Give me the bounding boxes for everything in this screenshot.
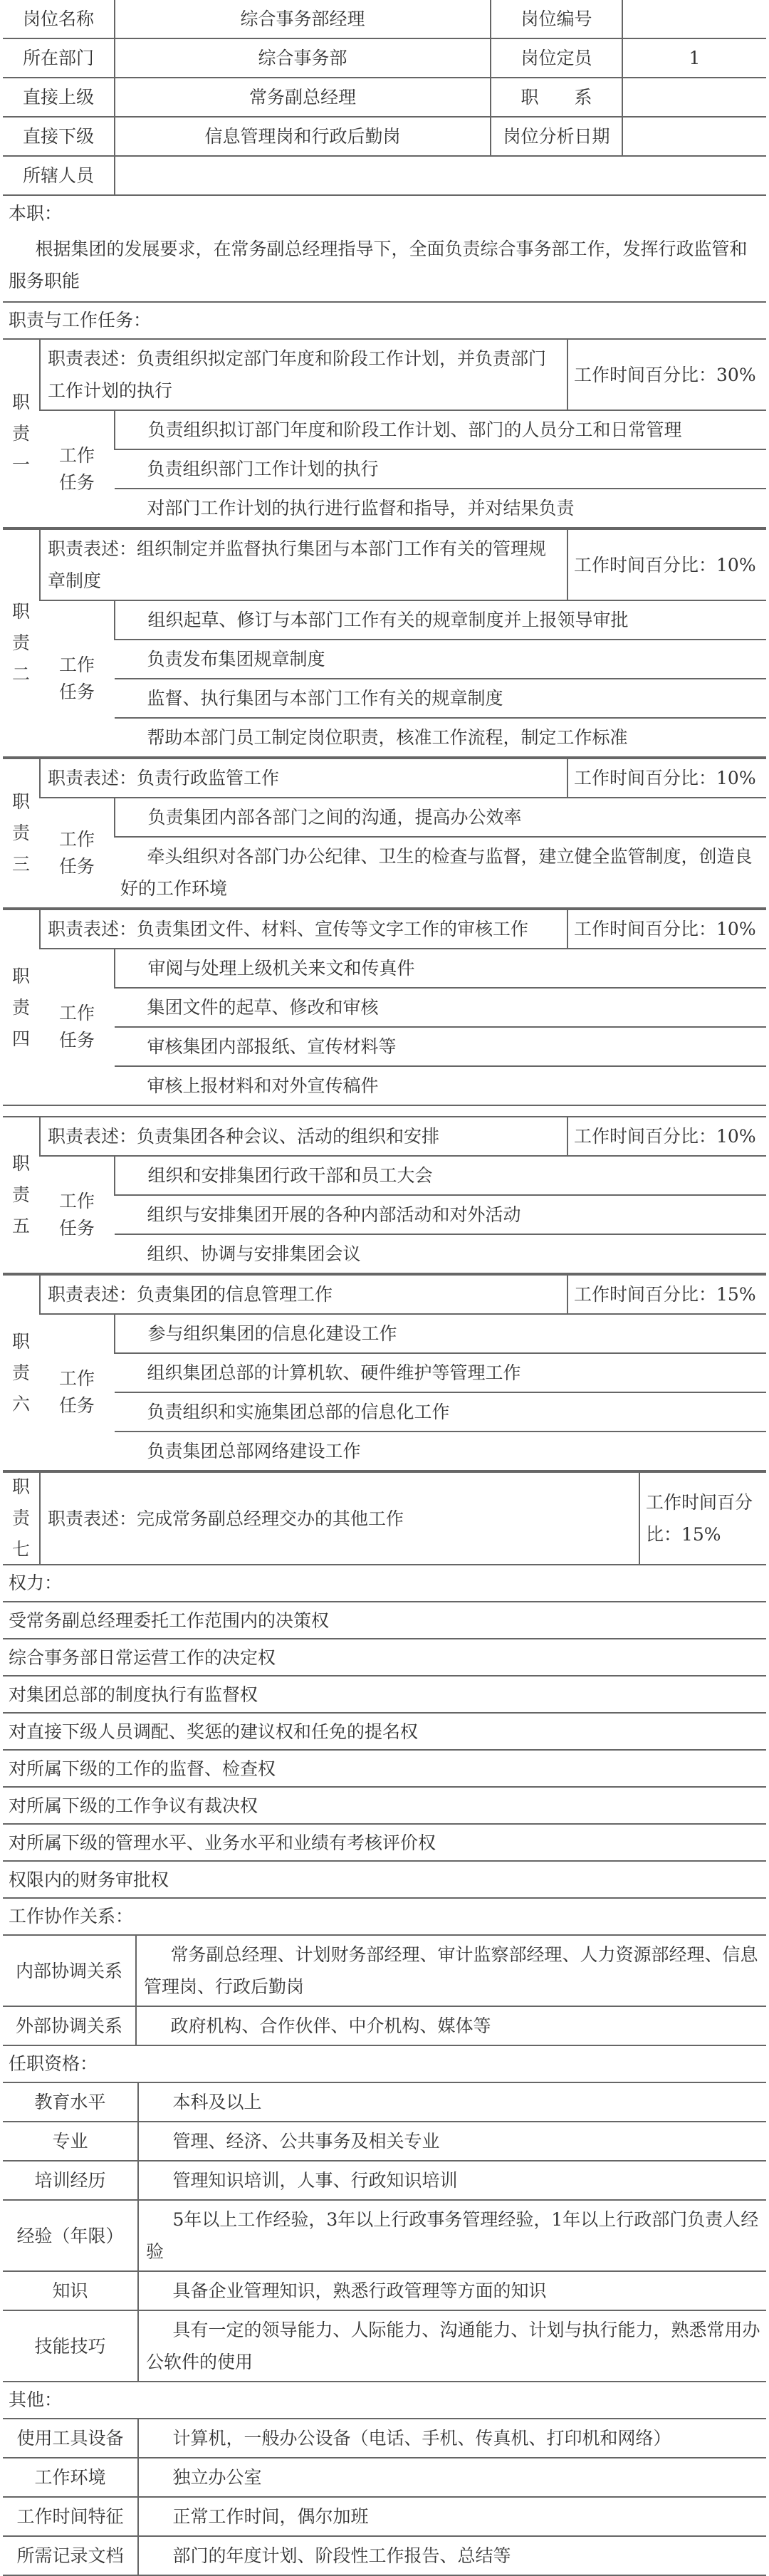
task-label bbox=[40, 1156, 115, 1273]
duty-name-char: 职 bbox=[11, 965, 30, 986]
duty-name bbox=[3, 1472, 40, 1565]
task-row bbox=[3, 1314, 766, 1353]
duties-section bbox=[3, 338, 766, 1565]
power-item: 受常务副总经理委托工作范围内的决策权 bbox=[3, 1602, 766, 1639]
power-row bbox=[3, 1750, 766, 1787]
task-row bbox=[3, 1392, 766, 1432]
qualification-row bbox=[3, 2122, 766, 2161]
qualification-key: 专业 bbox=[3, 2122, 138, 2161]
powers-table bbox=[3, 1601, 766, 1899]
task-item: 集团文件的起草、修改和审核 bbox=[115, 988, 766, 1027]
duty-name bbox=[3, 1275, 40, 1471]
field-label: 岗位分析日期 bbox=[491, 117, 622, 156]
other-row bbox=[3, 2419, 766, 2458]
power-row bbox=[3, 1639, 766, 1676]
field-value: 1 bbox=[622, 38, 766, 78]
task-row bbox=[3, 600, 766, 640]
task-label bbox=[40, 798, 115, 908]
qualifications-label: 任职资格： bbox=[9, 2053, 98, 2074]
qualification-value: 具备企业管理知识，熟悉行政管理等方面的知识 bbox=[138, 2271, 766, 2310]
power-item: 对所属下级的工作争议有裁决权 bbox=[3, 1787, 766, 1824]
duty-name-char: 七 bbox=[11, 1539, 30, 1560]
power-row bbox=[3, 1602, 766, 1639]
task-item: 监督、执行集团与本部门工作有关的规章制度 bbox=[115, 679, 766, 718]
duty-name bbox=[3, 758, 40, 908]
task-row bbox=[3, 1195, 766, 1234]
task-label bbox=[40, 410, 115, 528]
qualification-key: 知识 bbox=[3, 2271, 138, 2310]
time-percentage: 工作时间百分比：15% bbox=[567, 1275, 766, 1314]
task-label-vertical bbox=[40, 1000, 114, 1054]
duty-name-char: 责 bbox=[11, 422, 30, 444]
duty-block bbox=[3, 338, 766, 528]
time-percentage: 工作时间百分比：15% bbox=[639, 1472, 766, 1565]
task-item: 组织、协调与安排集团会议 bbox=[115, 1234, 766, 1273]
qualification-key: 技能技巧 bbox=[3, 2310, 138, 2382]
other-value: 独立办公室 bbox=[138, 2458, 766, 2497]
task-item: 审阅与处理上级机关来文和传真件 bbox=[115, 949, 766, 988]
task-label bbox=[40, 600, 115, 757]
task-row bbox=[3, 718, 766, 757]
task-label-vertical bbox=[40, 1365, 114, 1419]
duty-block bbox=[3, 758, 766, 909]
task-row bbox=[3, 1353, 766, 1392]
power-row bbox=[3, 1824, 766, 1861]
field-label: 岗位编号 bbox=[491, 0, 622, 38]
relation-value: 政府机构、合作伙伴、中介机构、媒体等 bbox=[136, 2006, 766, 2045]
duty-name bbox=[3, 339, 40, 528]
info-row bbox=[3, 0, 766, 38]
task-row bbox=[3, 640, 766, 679]
duty-description: 职责表述：组织制定并监督执行集团与本部门工作有关的管理规章制度 bbox=[40, 529, 567, 600]
task-item: 组织与安排集团开展的各种内部活动和对外活动 bbox=[115, 1195, 766, 1234]
duty-block bbox=[3, 528, 766, 758]
task-item: 帮助本部门员工制定岗位职责，核准工作流程，制定工作标准 bbox=[115, 718, 766, 757]
field-label: 职 系 bbox=[491, 78, 622, 117]
field-label: 所在部门 bbox=[3, 38, 115, 78]
time-percentage: 工作时间百分比：10% bbox=[567, 758, 766, 798]
relation-key: 外部协调关系 bbox=[3, 2006, 136, 2045]
other-key: 使用工具设备 bbox=[3, 2419, 138, 2458]
duty-name-char: 职 bbox=[11, 1153, 30, 1174]
power-item: 对直接下级人员调配、奖惩的建议权和任免的提名权 bbox=[3, 1713, 766, 1750]
duty-name bbox=[3, 529, 40, 757]
duty-block bbox=[3, 1274, 766, 1471]
duty-name bbox=[3, 1117, 40, 1273]
field-value bbox=[622, 117, 766, 156]
time-percentage: 工作时间百分比：10% bbox=[567, 909, 766, 949]
task-item: 组织起草、修订与本部门工作有关的规章制度并上报领导审批 bbox=[115, 600, 766, 640]
info-row bbox=[3, 156, 766, 195]
duty-description-row bbox=[3, 758, 766, 798]
duty-block bbox=[3, 1116, 766, 1274]
info-row bbox=[3, 38, 766, 78]
task-row bbox=[3, 988, 766, 1027]
duty-description-row bbox=[3, 1275, 766, 1314]
qualification-value: 管理知识培训，人事、行政知识培训 bbox=[138, 2161, 766, 2200]
duty-name-char: 责 bbox=[11, 1362, 30, 1383]
duty-description: 职责表述：负责集团的信息管理工作 bbox=[40, 1275, 567, 1314]
duty-name-vertical bbox=[3, 791, 39, 875]
other-key: 工作时间特征 bbox=[3, 2497, 138, 2536]
task-item: 审核上报材料和对外宣传稿件 bbox=[115, 1066, 766, 1105]
power-item: 权限内的财务审批权 bbox=[3, 1861, 766, 1898]
relations-table bbox=[3, 1934, 766, 2046]
position-info-table bbox=[3, 0, 766, 196]
task-label-vertical bbox=[40, 826, 114, 880]
task-label bbox=[40, 1314, 115, 1471]
duty-name-char: 职 bbox=[11, 601, 30, 622]
relations-label: 工作协作关系： bbox=[9, 1906, 134, 1926]
info-row bbox=[3, 117, 766, 156]
task-item: 组织和安排集团行政干部和员工大会 bbox=[115, 1156, 766, 1195]
other-row bbox=[3, 2536, 766, 2575]
duty-name-char: 责 bbox=[11, 1184, 30, 1205]
other-value: 正常工作时间，偶尔加班 bbox=[138, 2497, 766, 2536]
power-item: 综合事务部日常运营工作的决定权 bbox=[3, 1639, 766, 1676]
qualification-value: 管理、经济、公共事务及相关专业 bbox=[138, 2122, 766, 2161]
task-row bbox=[3, 1066, 766, 1105]
field-label: 直接上级 bbox=[3, 78, 115, 117]
relation-key: 内部协调关系 bbox=[3, 1935, 136, 2006]
task-item: 负责组织拟订部门年度和阶段工作计划、部门的人员分工和日常管理 bbox=[115, 410, 766, 449]
qualification-row bbox=[3, 2200, 766, 2271]
task-row bbox=[3, 489, 766, 528]
task-item: 负责发布集团规章制度 bbox=[115, 640, 766, 679]
task-label-vertical bbox=[40, 1188, 114, 1242]
duty-description-row bbox=[3, 1472, 766, 1565]
time-percentage: 工作时间百分比：10% bbox=[567, 529, 766, 600]
qualification-key: 经验（年限） bbox=[3, 2200, 138, 2271]
duty-name-vertical bbox=[3, 392, 39, 476]
other-row bbox=[3, 2458, 766, 2497]
duty-description: 职责表述：负责集团文件、材料、宣传等文字工作的审核工作 bbox=[40, 909, 567, 949]
qualification-key: 教育水平 bbox=[3, 2082, 138, 2122]
task-row bbox=[3, 679, 766, 718]
field-value bbox=[622, 78, 766, 117]
field-label: 所辖人员 bbox=[3, 156, 115, 195]
duty-name-char: 责 bbox=[11, 1508, 30, 1528]
field-label: 直接下级 bbox=[3, 117, 115, 156]
mission-label: 本职： bbox=[9, 203, 63, 224]
power-item: 对所属下级的管理水平、业务水平和业绩有考核评价权 bbox=[3, 1824, 766, 1861]
duty-name-char: 责 bbox=[11, 632, 30, 653]
task-row bbox=[3, 1234, 766, 1273]
power-row bbox=[3, 1676, 766, 1713]
other-key: 工作环境 bbox=[3, 2458, 138, 2497]
duty-name-char: 责 bbox=[11, 996, 30, 1018]
qualification-row bbox=[3, 2082, 766, 2122]
task-label-vertical bbox=[40, 652, 114, 706]
power-row bbox=[3, 1713, 766, 1750]
duty-description-row bbox=[3, 529, 766, 600]
qualification-value: 本科及以上 bbox=[138, 2082, 766, 2122]
task-row bbox=[3, 410, 766, 449]
duty-description: 职责表述：负责行政监管工作 bbox=[40, 758, 567, 798]
task-label-text: 工作任务 bbox=[58, 1368, 95, 1416]
info-row bbox=[3, 78, 766, 117]
task-row bbox=[3, 837, 766, 908]
field-value: 综合事务部经理 bbox=[115, 0, 491, 38]
field-value bbox=[622, 0, 766, 38]
task-label-text: 工作任务 bbox=[58, 444, 95, 493]
field-value bbox=[115, 156, 766, 195]
qualifications-table bbox=[3, 2082, 766, 2382]
task-item: 组织集团总部的计算机软、硬件维护等管理工作 bbox=[115, 1353, 766, 1392]
duty-name-char: 四 bbox=[11, 1028, 30, 1049]
qualification-row bbox=[3, 2161, 766, 2200]
task-row bbox=[3, 449, 766, 489]
duty-name-vertical bbox=[3, 601, 39, 685]
task-row bbox=[3, 949, 766, 988]
task-item: 负责集团总部网络建设工作 bbox=[115, 1432, 766, 1471]
qualification-key: 培训经历 bbox=[3, 2161, 138, 2200]
field-value: 常务副总经理 bbox=[115, 78, 491, 117]
duty-name-vertical bbox=[3, 1331, 39, 1415]
mission-text: 根据集团的发展要求，在常务副总经理指导下，全面负责综合事务部工作，发挥行政监管和服务职能 bbox=[3, 231, 766, 303]
duty-description: 职责表述：完成常务副总经理交办的其他工作 bbox=[40, 1472, 639, 1565]
duty-name-vertical bbox=[3, 966, 39, 1050]
qualification-value: 5年以上工作经验，3年以上行政事务管理经验，1年以上行政部门负责人经验 bbox=[138, 2200, 766, 2271]
relation-row bbox=[3, 2006, 766, 2045]
duty-name-char: 责 bbox=[11, 823, 30, 843]
task-label-text: 工作任务 bbox=[58, 1190, 95, 1239]
task-label-text: 工作任务 bbox=[58, 1003, 95, 1050]
task-item: 参与组织集团的信息化建设工作 bbox=[115, 1314, 766, 1353]
task-label-text: 工作任务 bbox=[58, 828, 95, 877]
task-label bbox=[40, 949, 115, 1105]
power-item: 对所属下级的工作的监督、检查权 bbox=[3, 1750, 766, 1787]
other-key: 所需记录文档 bbox=[3, 2536, 138, 2575]
duty-name-char: 职 bbox=[11, 791, 30, 812]
task-label-vertical bbox=[40, 442, 114, 496]
duty-name bbox=[3, 909, 40, 1105]
qualification-row bbox=[3, 2310, 766, 2382]
field-label: 岗位名称 bbox=[3, 0, 115, 38]
task-item: 负责集团内部各部门之间的沟通，提高办公效率 bbox=[115, 798, 766, 837]
duty-name-char: 职 bbox=[11, 1330, 30, 1352]
qualification-value: 具有一定的领导能力、人际能力、沟通能力、计划与执行能力，熟悉常用办公软件的使用 bbox=[138, 2310, 766, 2382]
relation-row bbox=[3, 1935, 766, 2006]
task-row bbox=[3, 1432, 766, 1471]
others-label: 其他： bbox=[9, 2389, 63, 2410]
power-row bbox=[3, 1861, 766, 1898]
duties-label: 职责与工作任务： bbox=[9, 310, 152, 330]
field-value: 信息管理岗和行政后勤岗 bbox=[115, 117, 491, 156]
time-percentage: 工作时间百分比：10% bbox=[567, 1117, 766, 1156]
duty-name-char: 职 bbox=[11, 391, 30, 412]
task-item: 负责组织和实施集团总部的信息化工作 bbox=[115, 1392, 766, 1432]
task-item: 对部门工作计划的执行进行监督和指导，并对结果负责 bbox=[115, 489, 766, 528]
duty-description: 职责表述：负责集团各种会议、活动的组织和安排 bbox=[40, 1117, 567, 1156]
duty-name-char: 五 bbox=[11, 1216, 30, 1236]
other-row bbox=[3, 2497, 766, 2536]
others-table bbox=[3, 2418, 766, 2576]
task-label-text: 工作任务 bbox=[58, 655, 95, 702]
task-row bbox=[3, 1156, 766, 1195]
duty-name-char: 三 bbox=[11, 854, 30, 875]
time-percentage: 工作时间百分比：30% bbox=[567, 339, 766, 410]
duty-name-char: 一 bbox=[11, 454, 30, 475]
duty-name-vertical bbox=[3, 1153, 39, 1237]
relation-value: 常务副总经理、计划财务部经理、审计监察部经理、人力资源部经理、信息管理岗、行政后勤岗 bbox=[136, 1935, 766, 2006]
duty-name-char: 职 bbox=[11, 1476, 30, 1497]
duty-name-vertical bbox=[3, 1476, 39, 1560]
field-label: 岗位定员 bbox=[491, 38, 622, 78]
other-value: 部门的年度计划、阶段性工作报告、总结等 bbox=[138, 2536, 766, 2575]
duty-description-row bbox=[3, 1117, 766, 1156]
task-item: 审核集团内部报纸、宣传材料等 bbox=[115, 1027, 766, 1066]
power-row bbox=[3, 1787, 766, 1824]
other-value: 计算机，一般办公设备（电话、手机、传真机、打印机和网络） bbox=[138, 2419, 766, 2458]
qualification-row bbox=[3, 2271, 766, 2310]
duty-description-row bbox=[3, 339, 766, 410]
task-row bbox=[3, 798, 766, 837]
duty-block bbox=[3, 909, 766, 1106]
powers-label: 权力： bbox=[9, 1573, 63, 1593]
power-item: 对集团总部的制度执行有监督权 bbox=[3, 1676, 766, 1713]
spacer bbox=[3, 1106, 766, 1116]
duty-description: 职责表述：负责组织拟定部门年度和阶段工作计划，并负责部门工作计划的执行 bbox=[40, 339, 567, 410]
task-row bbox=[3, 1027, 766, 1066]
duty-block bbox=[3, 1471, 766, 1565]
duty-name-char: 二 bbox=[11, 664, 30, 684]
task-item: 负责组织部门工作计划的执行 bbox=[115, 449, 766, 489]
task-item: 牵头组织对各部门办公纪律、卫生的检查与监督，建立健全监管制度，创造良好的工作环境 bbox=[115, 837, 766, 908]
duty-name-char: 六 bbox=[11, 1393, 30, 1414]
duty-description-row bbox=[3, 909, 766, 949]
field-value: 综合事务部 bbox=[115, 38, 491, 78]
